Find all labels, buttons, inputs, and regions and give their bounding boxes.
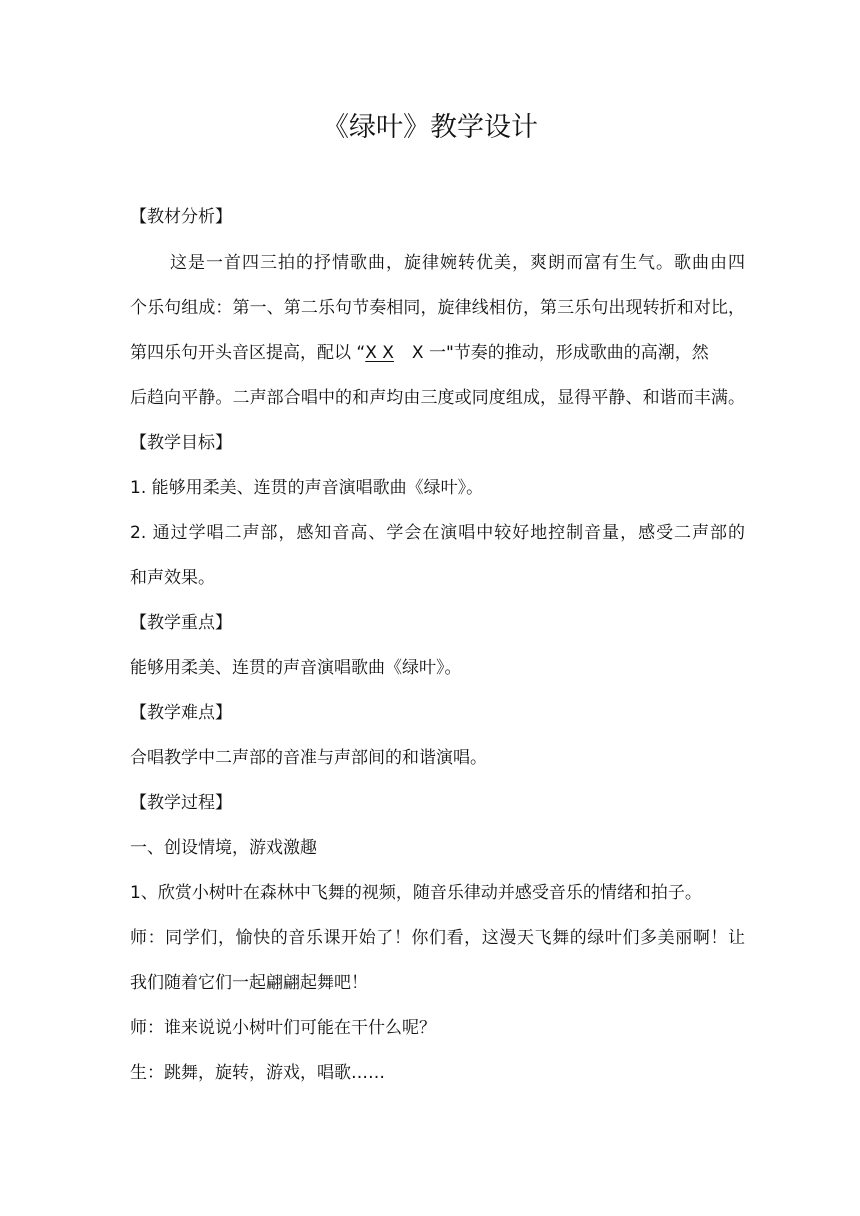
analysis-line: 后趋向平静。二声部合唱中的和声均由三度或同度组成，显得平静、和谐而丰满。 <box>130 388 745 408</box>
section-heading-goals: 【教学目标】 <box>130 433 232 453</box>
process-line: 我们随着它们一起翩翩起舞吧！ <box>130 973 368 993</box>
goal-item-continuation: 和声效果。 <box>130 568 215 588</box>
analysis-line-text-before: 第四乐句开头音区提高，配以 “ <box>130 343 366 363</box>
document-title: 《绿叶》教学设计 <box>322 112 538 143</box>
difficulty-text: 合唱教学中二声部的音准与声部间的和谐演唱。 <box>130 748 487 768</box>
section-heading-process: 【教学过程】 <box>130 793 232 813</box>
goal-item: 2. 通过学唱二声部，感知音高、学会在演唱中较好地控制音量，感受二声部的 <box>130 523 745 543</box>
analysis-line: 这是一首四三拍的抒情歌曲，旋律婉转优美，爽朗而富有生气。歌曲由四 <box>170 253 745 273</box>
rhythm-notation: X 一 <box>411 343 446 363</box>
key-point-text: 能够用柔美、连贯的声音演唱歌曲《绿叶》。 <box>130 658 462 678</box>
goal-item: 1. 能够用柔美、连贯的声音演唱歌曲《绿叶》。 <box>130 478 484 498</box>
process-line: 师：谁来说说小树叶们可能在干什么呢？ <box>130 1018 436 1038</box>
section-heading-analysis: 【教材分析】 <box>130 207 232 227</box>
analysis-line-text-after: "节奏的推动，形成歌曲的高潮，然 <box>445 343 709 363</box>
section-heading-difficulties: 【教学难点】 <box>130 703 232 723</box>
process-step-heading: 一、创设情境，游戏激趣 <box>130 838 317 858</box>
process-line: 生：跳舞，旋转，游戏，唱歌…… <box>130 1063 385 1083</box>
section-heading-key-points: 【教学重点】 <box>130 613 232 633</box>
process-line: 1、欣赏小树叶在森林中飞舞的视频，随音乐律动并感受音乐的情绪和拍子。 <box>130 883 702 903</box>
analysis-line: 个乐句组成：第一、第二乐句节奏相同，旋律线相仿，第三乐句出现转折和对比， <box>130 298 745 318</box>
process-line: 师：同学们，愉快的音乐课开始了！你们看，这漫天飞舞的绿叶们多美丽啊！让 <box>130 928 745 948</box>
rhythm-notation-underlined: X X <box>365 343 394 363</box>
analysis-line-with-notation <box>130 340 745 366</box>
